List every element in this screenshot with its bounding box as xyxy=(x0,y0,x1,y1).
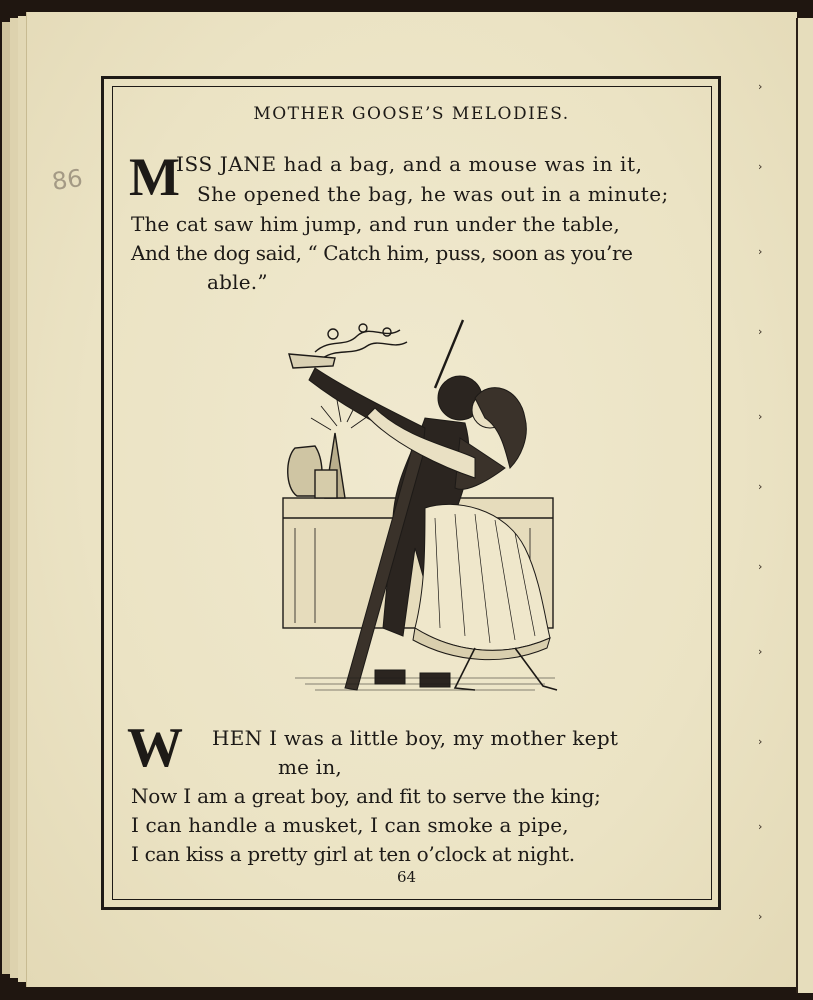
dropcap-w: W xyxy=(127,717,183,779)
pencil-page-note: 86 xyxy=(50,164,85,196)
poem-two-line-1: HEN I was a little boy, my mother kept xyxy=(212,726,619,750)
poem-two-line-2: me in, xyxy=(278,755,342,779)
binding-mark: › xyxy=(758,820,763,833)
page-number: 64 xyxy=(396,868,417,886)
facing-page-edge xyxy=(796,18,813,993)
dropcap-m: M xyxy=(129,147,180,207)
binding-mark: › xyxy=(758,160,763,173)
poem-one-line-3: The cat saw him jump, and run under the table, xyxy=(131,212,620,236)
binding-mark: › xyxy=(758,80,763,93)
binding-mark: › xyxy=(758,410,763,423)
engraving-illustration xyxy=(275,318,560,703)
binding-mark: › xyxy=(758,325,763,338)
binding-mark: › xyxy=(758,910,763,923)
poem-one-line-1: ISS JANE had a bag, and a mouse was in it, xyxy=(176,152,643,176)
binding-mark: › xyxy=(758,560,763,573)
binding-mark: › xyxy=(758,735,763,748)
poem-two-line-4: I can handle a musket, I can smoke a pipe, xyxy=(131,813,569,837)
poem-one-line-2: She opened the bag, he was out in a minute; xyxy=(197,182,669,206)
poem-one-line-4: And the dog said, “ Catch him, puss, soon as you’re xyxy=(131,241,633,265)
poem-two-line-5: I can kiss a pretty girl at ten o’clock at night. xyxy=(131,842,575,866)
binding-mark: › xyxy=(758,645,763,658)
binding-mark: › xyxy=(758,245,763,258)
poem-one-line-5: able.” xyxy=(207,270,268,294)
binding-mark: › xyxy=(758,480,763,493)
poem-two-line-3: Now I am a great boy, and fit to serve the king; xyxy=(131,784,601,808)
running-head: MOTHER GOOSE’S MELODIES. xyxy=(253,104,570,124)
